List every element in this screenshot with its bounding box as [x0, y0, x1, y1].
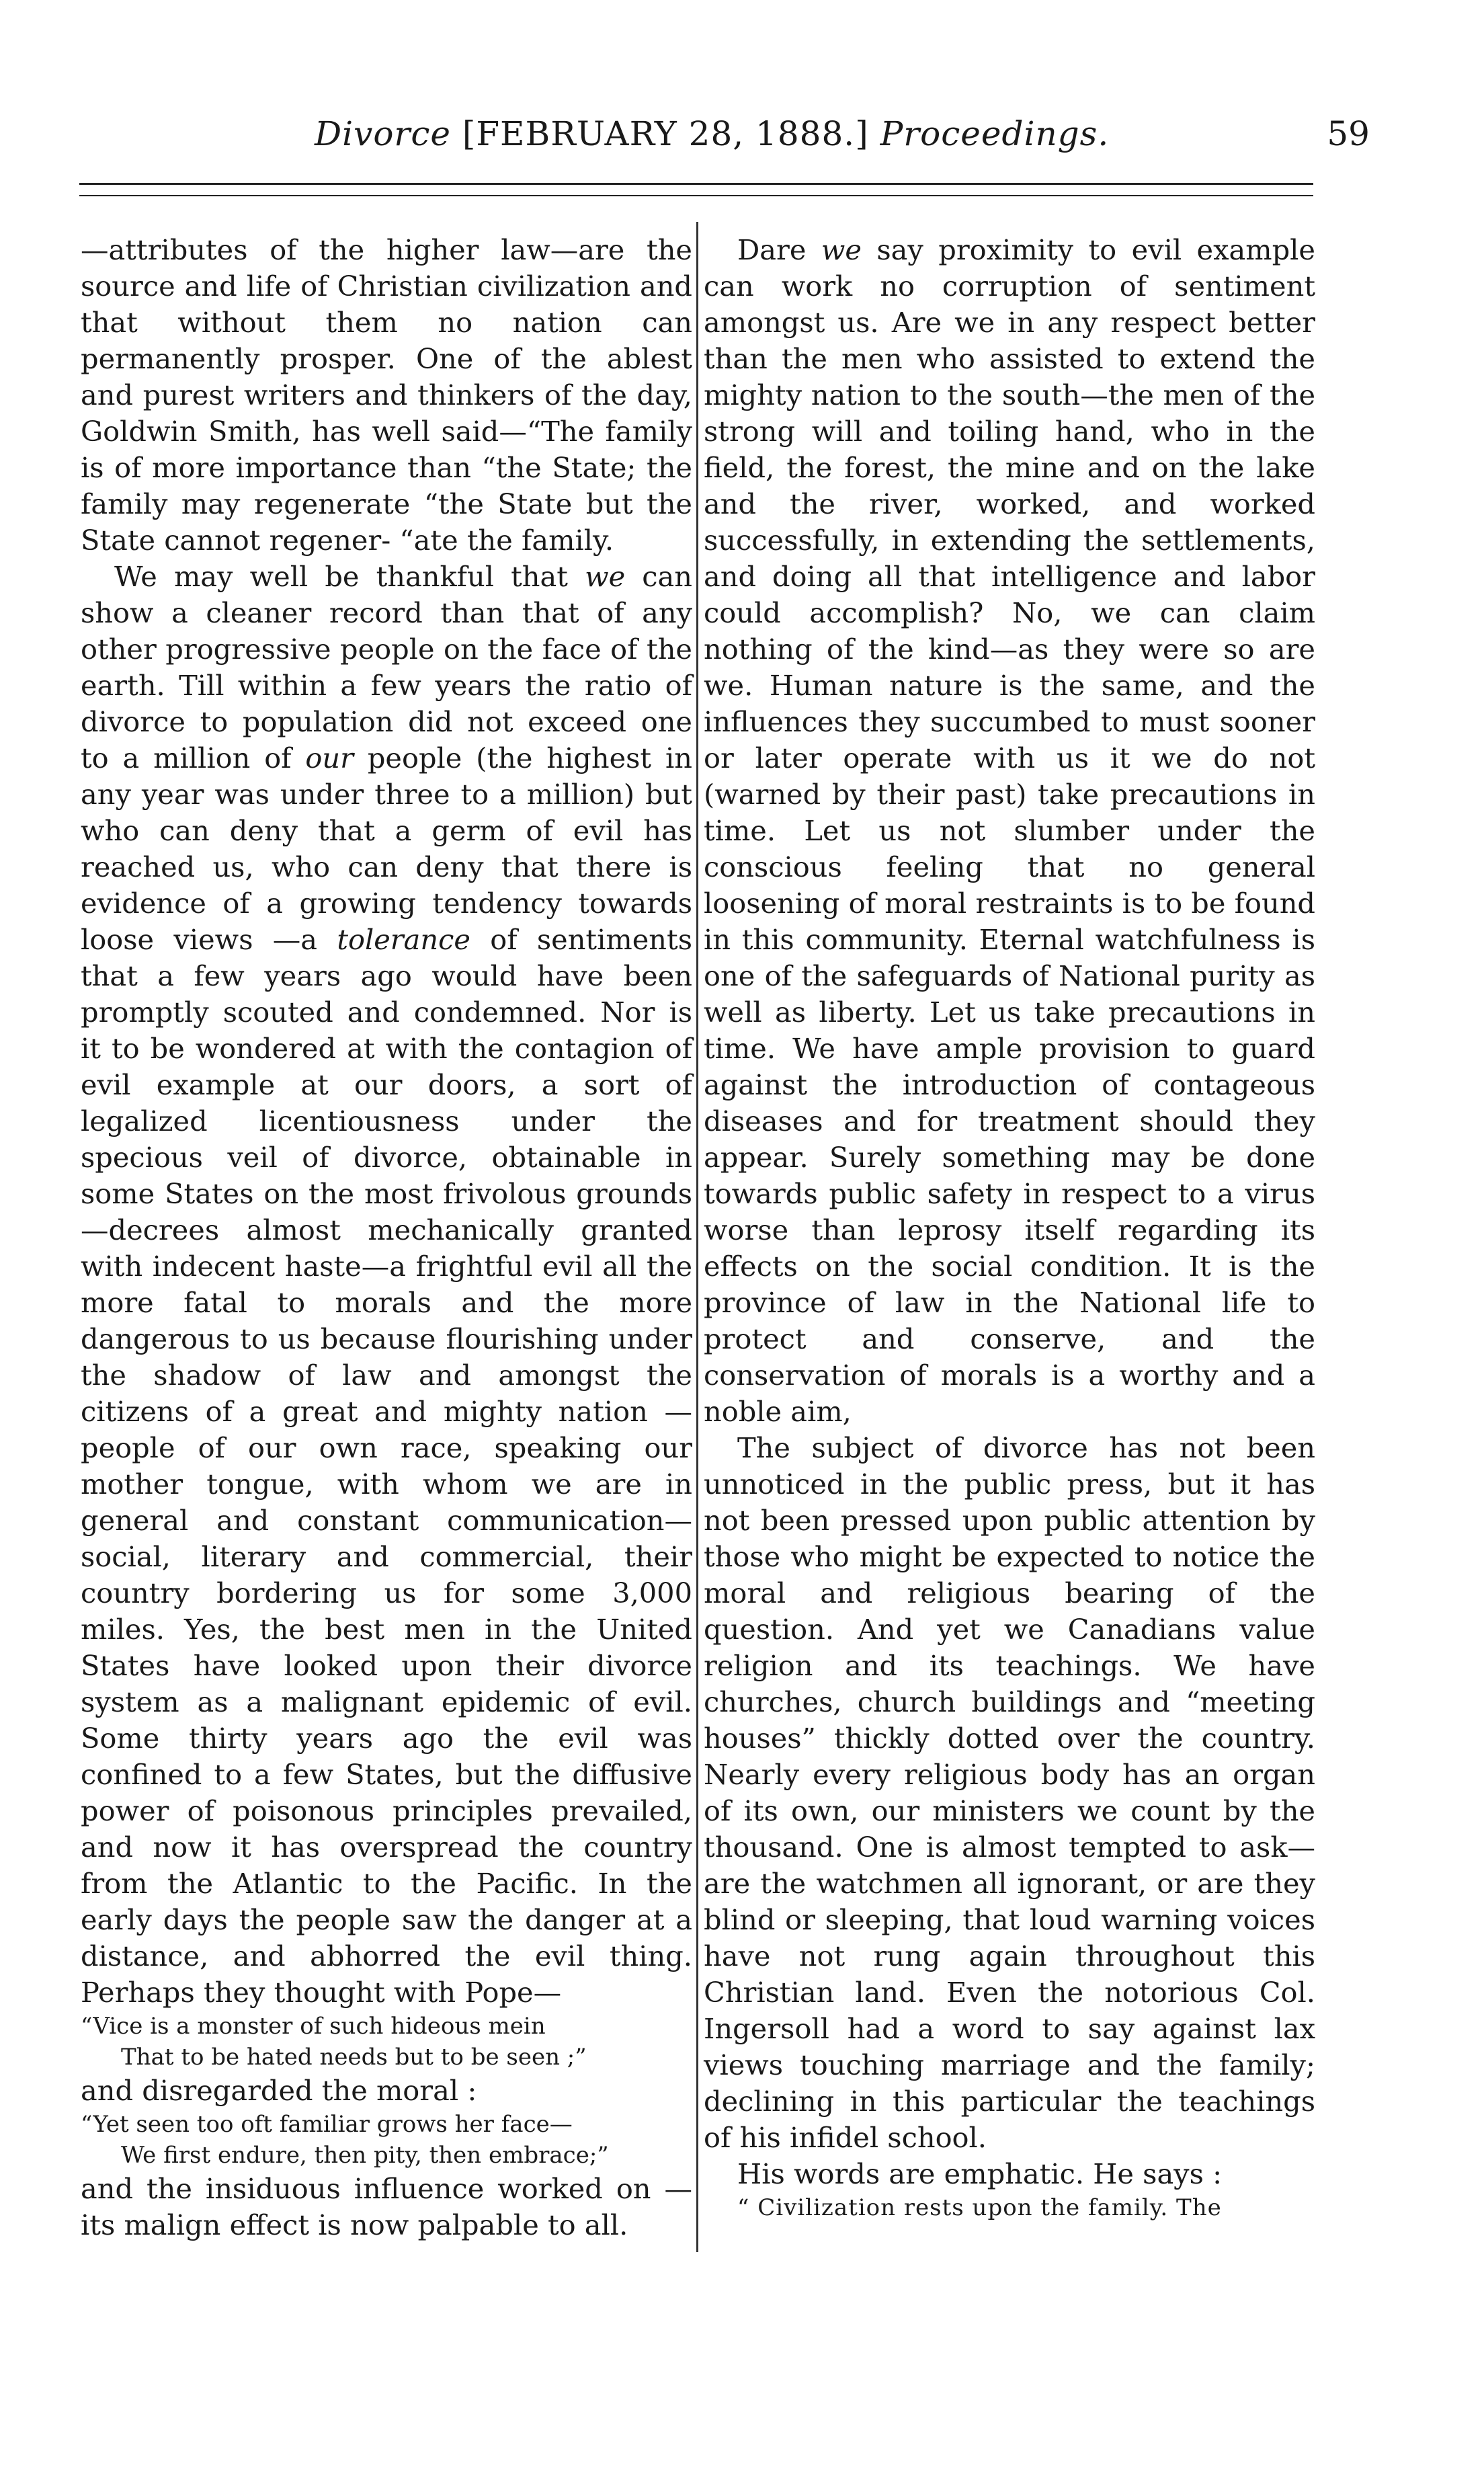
- right-column: [704, 232, 1315, 2223]
- right-paragraph-4: “ Civilization rests upon the family. The: [737, 2194, 1222, 2221]
- left-p2-emph-our: our: [305, 742, 354, 774]
- header-rule-bottom: [79, 195, 1313, 196]
- running-head: [315, 114, 1109, 153]
- left-p2-text-c: people (the highest in any year was under three to a million) but who can deny that a germ of evil has reached us, who can deny that there is evidence of a growing tendency towards loose views —a: [81, 742, 692, 956]
- pope-quote-2: [81, 2109, 692, 2171]
- left-p2-text-a: We may well be thankful that: [114, 560, 585, 593]
- page-number: 59: [1327, 114, 1370, 153]
- right-p1-text-b: say proximity to evil example can work no corruption of sentiment amongst us. Are we in any respect better than the men who assisted to extend the mighty nation to the south—the men of the strong will and toiling hand, who in the field, the forest, the mine and on the lake and the river, worked, and worked successfully, in extending the settlements, and doing all that intelligence and labor could accomplish? No, we can claim nothing of the kind—as they were so are we. Human nature is the same, and the influences they succumbed to must sooner or later operate with us it we do not (warned by their past) take precautions in time. Let us not slumber under the conscious feeling that no general loosening of moral restraints is to be found in this community. Eternal watchfulness is one of the safeguards of National purity as well as liberty. Let us take precautions in time. We have ample provision to guard against the introduction of contageous diseases and for treatment should they appear. Surely something may be done towards public safety in respect to a virus worse than leprosy itself regarding its effects on the social condition. It is the province of law in the National life to protect and conserve, and the conservation of morals is a worthy and a noble aim,: [704, 233, 1315, 1428]
- pope-quote-1-line-2: That to be hated needs but to be seen ;”: [121, 2044, 587, 2071]
- left-paragraph-2: [81, 559, 692, 2011]
- left-paragraph-4: and the insiduous influence worked on —its malign effect is now palpable to all.: [81, 2172, 692, 2241]
- left-p2-text-d: of sentiments that a few years ago would have been promptly scouted and condemned. Nor is it to be wondered at with the contagion of evil example at our doors, a sort of legalized licentiousness under the specious veil of divorce, obtainable in some States on the most frivolous grounds—decrees almost mechanically granted with indecent haste—a frightful evil all the more fatal to morals and the more dangerous to us because flourishing under the shadow of law and amongst the citizens of a great and mighty nation —people of our own race, speaking our mother tongue, with whom we are in general and constant communication—social, literary and commercial, their country bordering us for some 3,000 miles. Yes, the best men in the United States have looked upon their divorce system as a malignant epidemic of evil. Some thirty years ago the evil was confined to a few States, but the diffusive power of poisonous principles prevailed, and now it has overspread the country from the Atlantic to the Pacific. In the early days the people saw the danger at a distance, and abhorred the evil thing. Perhaps they thought with Pope—: [81, 923, 692, 2009]
- right-paragraph-1: [704, 232, 1315, 1430]
- right-paragraph-3: His words are emphatic. He says :: [737, 2157, 1223, 2190]
- running-head-right: Proceedings.: [880, 114, 1110, 153]
- left-p2-emph-we: we: [585, 560, 626, 593]
- running-head-date: [FEBRUARY 28, 1888.]: [462, 114, 869, 153]
- running-head-left: Divorce: [315, 114, 451, 153]
- left-p2-text-b: can show a cleaner record than that of any other progressive people on the face of the earth. Till within a few years the ratio of divorce to population did not exceed one to a million of: [81, 560, 693, 774]
- pope-quote-2-line-2: We first endure, then pity, then embrace;”: [121, 2142, 609, 2169]
- right-paragraph-2: The subject of divorce has not been unnoticed in the public press, but it has not been pressed upon public attention by those who might be expected to notice the moral and religious bearing of the question. And yet we Canadians value religion and its teachings. We have churches, church buildings and “meeting houses” thickly dotted over the country. Nearly every religious body has an organ of its own, our ministers we count by the thousand. One is almost tempted to ask—are the watchmen all ignorant, or are they blind or sleeping, that loud warning voices have not rung again throughout this Christian land. Even the notorious Col. Ingersoll had a word to say against lax views touching marriage and the family; declining in this particular the teachings of his infidel school.: [704, 1431, 1315, 2154]
- pope-quote-1-line-1: “Vice is a monster of such hideous mein: [81, 2013, 546, 2040]
- right-p1-text-a: Dare: [737, 233, 821, 266]
- left-paragraph-3: and disregarded the moral :: [81, 2074, 477, 2107]
- page-header: [79, 101, 1383, 161]
- column-divider: [696, 222, 698, 2252]
- right-p1-emph-we: we: [821, 233, 862, 266]
- pope-quote-1: [81, 2011, 692, 2073]
- header-rule-top: [79, 183, 1313, 185]
- left-p2-emph-tolerance: tolerance: [337, 923, 470, 956]
- pope-quote-2-line-1: “Yet seen too oft familiar grows her face—: [81, 2111, 573, 2138]
- left-paragraph-1: —attributes of the higher law—are the source and life of Christian civilization and that without them no nation can permanently prosper. One of the ablest and purest writers and thinkers of the day, Goldwin Smith, has well said—“The family is of more importance than “the State; the family may regenerate “the State but the State cannot regener- “ate the family.: [81, 233, 692, 557]
- left-column: [81, 232, 692, 2243]
